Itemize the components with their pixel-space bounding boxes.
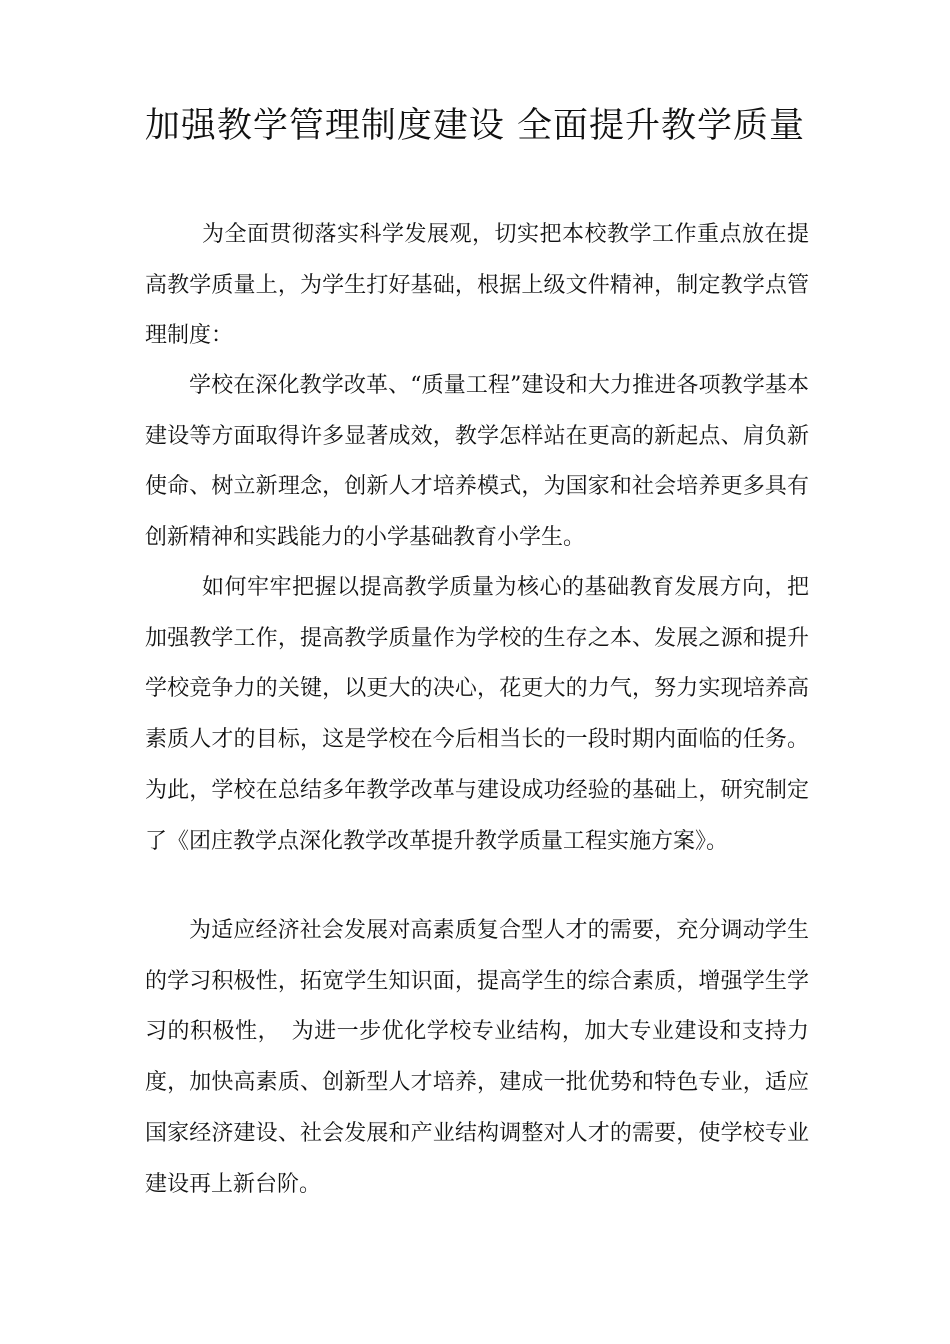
document-title: 加强教学管理制度建设 全面提升教学质量 <box>144 106 806 146</box>
paragraph-3: 如何牢牢把握以提高教学质量为核心的基础教育发展方向，把加强教学工作，提高教学质量作为学校的生存之本、发展之源和提升学校竞争力的关键，以更大的决心，花更大的力气，努力实现培养高素质人才的目标，这是学校在今后相当长的一段时期内面临的任务。为此，学校在总结多年教学改革与建设成功经验的基础上，研究制定了《团庄教学点深化教学改革提升教学质量工程实施方案》。 <box>145 575 809 854</box>
paragraph-4: 为适应经济社会发展对高素质复合型人才的需要，充分调动学生的学习积极性，拓宽学生知识面，提高学生的综合素质，增强学生学习的积极性， 为进一步优化学校专业结构，加大专业建设和支持力度，加快高素质、创新型人才培养，建成一批优势和特色专业，适应国家经济建设、社会发展和产业结构调整对人才的需要，使学校专业建设再上新台阶。 <box>145 918 809 1197</box>
paragraph-2: 学校在深化教学改革、“质量工程”建设和大力推进各项教学基本建设等方面取得许多显著成效，教学怎样站在更高的新起点、肩负新使命、树立新理念，创新人才培养模式，为国家和社会培养更多具有创新精神和实践能力的小学基础教育小学生。 <box>145 373 809 551</box>
paragraph-1: 为全面贯彻落实科学发展观，切实把本校教学工作重点放在提高教学质量上，为学生打好基础，根据上级文件精神，制定教学点管理制度： <box>145 222 809 349</box>
